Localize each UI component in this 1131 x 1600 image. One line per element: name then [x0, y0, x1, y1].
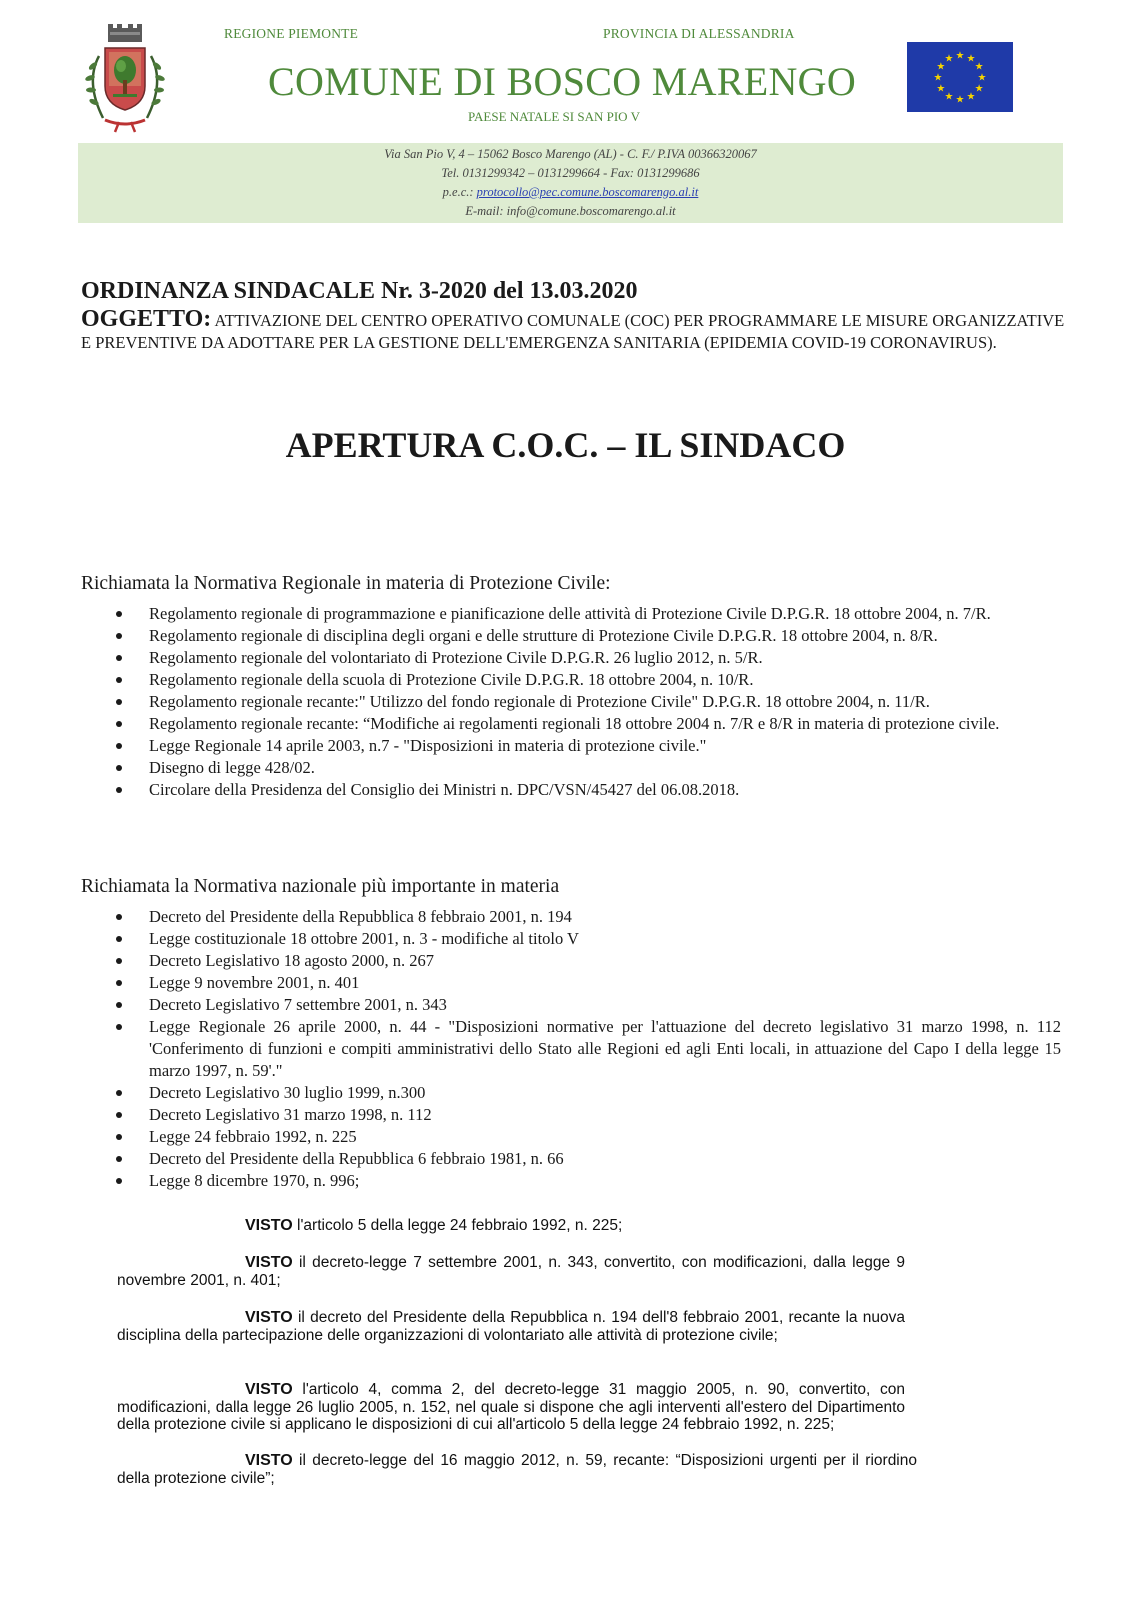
municipal-crest-icon — [75, 22, 175, 136]
eu-star-icon: ★ — [944, 53, 954, 65]
list-item: Disegno di legge 428/02. — [149, 758, 315, 777]
visto-keyword: VISTO — [245, 1452, 293, 1469]
ordinance-number: ORDINANZA SINDACALE Nr. 3-2020 del 13.03.2020 — [81, 278, 638, 304]
pec-email-link[interactable]: protocollo@pec.comune.boscomarengo.al.it — [476, 185, 699, 199]
visto-paragraph: VISTO l'articolo 5 della legge 24 febbraio 1992, n. 225; — [245, 1217, 623, 1234]
municipality-subtitle: PAESE NATALE SI SAN PIO V — [468, 109, 640, 124]
list-item: Regolamento regionale del volontariato di Protezione Civile D.P.G.R. 26 luglio 2012, n. 5/R. — [149, 648, 763, 667]
list-item: Legge costituzionale 18 ottobre 2001, n. 3 - modifiche al titolo V — [149, 929, 579, 948]
document-heading: APERTURA C.O.C. – IL SINDACO — [285, 425, 846, 465]
regional-list — [115, 603, 1061, 801]
list-item: Decreto Legislativo 31 marzo 1998, n. 112 — [149, 1105, 432, 1124]
national-heading: Richiamata la Normativa nazionale più importante in materia — [81, 876, 560, 897]
list-item: Decreto Legislativo 18 agosto 2000, n. 267 — [149, 951, 435, 970]
eu-star-icon: ★ — [955, 94, 965, 106]
list-item: Decreto Legislativo 30 luglio 1999, n.300 — [149, 1083, 426, 1102]
eu-flag-icon — [907, 42, 1013, 112]
list-item: Regolamento regionale della scuola di Protezione Civile D.P.G.R. 18 ottobre 2004, n. 10/R. — [149, 670, 754, 689]
list-item: Decreto del Presidente della Repubblica 8 febbraio 2001, n. 194 — [149, 907, 572, 926]
list-item: Circolare della Presidenza del Consiglio dei Ministri n. DPC/VSN/45427 del 06.08.2018. — [149, 780, 740, 799]
subject-label: OGGETTO: — [81, 306, 212, 332]
pec-label: p.e.c.: — [442, 185, 477, 199]
eu-star-icon: ★ — [966, 53, 976, 65]
visto-keyword: VISTO — [245, 1381, 293, 1398]
list-item: Legge Regionale 26 aprile 2000, n. 44 - "Disposizioni normative per l'attuazione del decreto legislativo 31 marzo 1998, n. 112 'Conferimento di funzioni e compiti amministrativi dello Stato alle Regioni ed agli Enti locali, in attuazione del Capo I della legge 15 marzo 1997, n. 59'." — [149, 1017, 1061, 1080]
province-label: PROVINCIA DI ALESSANDRIA — [603, 26, 795, 41]
visto-paragraph: VISTO l'articolo 4, comma 2, del decreto-legge 31 maggio 2005, n. 90, convertito, con modificazioni, dalla legge 26 luglio 2005, n. 152, nel quale si dispone che agli interventi all'estero del Dipartimento della protezione civile si applicano le disposizioni di cui all'articolo 5 della legge 24 febbraio 1992, n. 225; — [117, 1381, 905, 1433]
eu-star-icon: ★ — [944, 91, 954, 103]
visto-keyword: VISTO — [245, 1254, 293, 1271]
visto-paragraph: VISTO il decreto del Presidente della Repubblica n. 194 dell'8 febbraio 2001, recante la nuova disciplina della partecipazione delle organizzazioni di volontariato alle attività di protezione civile; — [117, 1309, 905, 1344]
list-item: Legge 8 dicembre 1970, n. 996; — [149, 1171, 360, 1190]
eu-star-icon: ★ — [974, 83, 984, 95]
eu-star-icon: ★ — [933, 72, 943, 84]
eu-star-icon: ★ — [974, 61, 984, 73]
national-list — [115, 906, 1061, 1192]
list-item: Regolamento regionale recante:" Utilizzo del fondo regionale di Protezione Civile" D.P.G.R. 18 ottobre 2004, n. 11/R. — [149, 692, 930, 711]
subject-block — [81, 308, 1066, 354]
visto-keyword: VISTO — [245, 1217, 293, 1234]
list-item: Legge 9 novembre 2001, n. 401 — [149, 973, 360, 992]
eu-star-icon: ★ — [936, 83, 946, 95]
region-label: REGIONE PIEMONTE — [224, 26, 359, 41]
visto-paragraph: VISTO il decreto-legge 7 settembre 2001, n. 343, convertito, con modificazioni, dalla legge 9 novembre 2001, n. 401; — [117, 1254, 905, 1289]
eu-star-icon: ★ — [966, 91, 976, 103]
pec-line — [78, 185, 1063, 200]
list-item: Legge Regionale 14 aprile 2003, n.7 - "Disposizioni in materia di protezione civile." — [149, 736, 707, 755]
visto-paragraph: VISTO il decreto-legge del 16 maggio 2012, n. 59, recante: “Disposizioni urgenti per il riordino della protezione civile”; — [117, 1452, 917, 1487]
email-line: E-mail: info@comune.boscomarengo.al.it — [465, 204, 676, 218]
list-item: Decreto del Presidente della Repubblica 6 febbraio 1981, n. 66 — [149, 1149, 564, 1168]
eu-star-icon: ★ — [936, 61, 946, 73]
eu-star-icon: ★ — [955, 50, 965, 62]
address-line: Via San Pio V, 4 – 15062 Bosco Marengo (AL) - C. F./ P.IVA 00366320067 — [384, 147, 757, 161]
list-item: Regolamento regionale recante: “Modifiche ai regolamenti regionali 18 ottobre 2004 n. 7/R e 8/R in materia di protezione civile. — [149, 714, 1000, 733]
municipality-title: COMUNE DI BOSCO MARENGO — [268, 59, 857, 104]
subject-text: ATTIVAZIONE DEL CENTRO OPERATIVO COMUNALE (COC) PER PROGRAMMARE LE MISURE ORGANIZZATIVE E PREVENTIVE DA ADOTTARE PER LA GESTIONE DELL'EMERGENZA SANITARIA (EPIDEMIA COVID-19 CORONAVIRUS). — [81, 311, 1065, 352]
phone-line: Tel. 0131299342 – 0131299664 - Fax: 0131299686 — [441, 166, 700, 180]
contact-band — [78, 143, 1063, 223]
visto-keyword: VISTO — [245, 1309, 293, 1326]
eu-star-icon: ★ — [977, 72, 987, 84]
list-item: Legge 24 febbraio 1992, n. 225 — [149, 1127, 357, 1146]
list-item: Decreto Legislativo 7 settembre 2001, n. 343 — [149, 995, 447, 1014]
list-item: Regolamento regionale di programmazione e pianificazione delle attività di Protezione Civile D.P.G.R. 18 ottobre 2004, n. 7/R. — [149, 604, 991, 623]
list-item: Regolamento regionale di disciplina degli organi e delle strutture di Protezione Civile D.P.G.R. 18 ottobre 2004, n. 8/R. — [149, 626, 938, 645]
regional-heading: Richiamata la Normativa Regionale in materia di Protezione Civile: — [81, 573, 611, 594]
